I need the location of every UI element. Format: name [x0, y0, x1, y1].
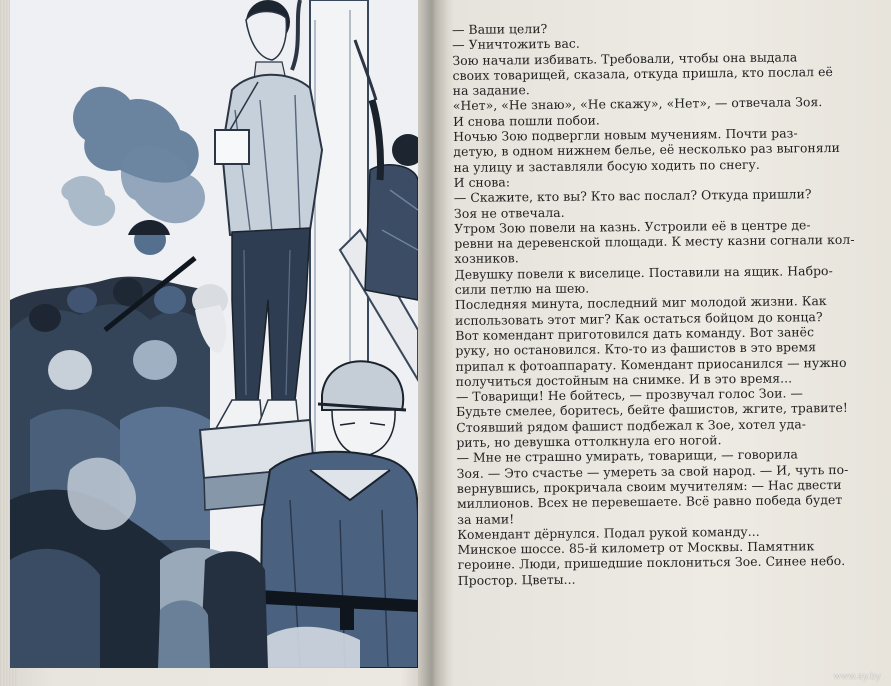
text-line: И снова:: [453, 174, 511, 190]
text-line: вернувшись, прокричала своим мучителям: — Нас двести: [456, 476, 842, 496]
text-line: героине. Люди, пришедшие поклониться Зое. Синее небо.: [457, 553, 846, 573]
text-line: сили петлю на шею.: [454, 280, 590, 298]
text-line: Ночью Зою подвергли новым мучениям. Почти раз-: [453, 125, 798, 145]
text-line: — Ваши цели?: [452, 21, 548, 37]
text-line: — Мне не страшно умирать, товарищи, — говорила: [456, 446, 798, 466]
text-line: — Уничтожить вас.: [452, 35, 580, 53]
text-line: припал к фотоаппарату. Комендант приосанился — нужно: [455, 354, 847, 374]
text-line: Зоя. — Это счастье — умереть за свой народ. — И, чуть по-: [456, 461, 849, 481]
text-line: Девушку повели к виселице. Поставили на ящик. Набро-: [454, 262, 833, 282]
text-line: рить, но девушка оттолкнула его ногой.: [456, 432, 722, 450]
text-line: хозников.: [454, 250, 519, 267]
text-line: Зоя не отвечала.: [453, 204, 565, 221]
text-line: руку, но остановился. Кто-то из фашистов в это время: [455, 339, 817, 359]
text-line: Будьте смелее, боритесь, бейте фашистов, жгите, травите!: [456, 400, 848, 420]
illustration-drawing: [10, 0, 418, 668]
text-line: за нами!: [457, 510, 515, 527]
text-line: «Нет», «Не знаю», «Не скажу», «Нет», — отвечала Зоя.: [452, 94, 823, 114]
text-line: на улицу и заставляли босую ходить по снегу.: [453, 156, 760, 175]
text-line: Стоявший рядом фашист подбежал к Зое, хотел уда-: [456, 416, 807, 435]
text-line: использовать этот миг? Как остаться бойцом до конца?: [455, 308, 823, 328]
text-line: Комендант дёрнулся. Подал рукой команду...: [457, 523, 760, 542]
text-line: своих товарищей, сказала, откуда пришла, кто послал её: [452, 63, 833, 83]
text-line: — Скажите, кто вы? Кто вас послал? Откуда пришли?: [453, 186, 812, 206]
book-illustration: [10, 0, 418, 668]
right-page-text: [452, 17, 889, 671]
text-line: миллионов. Всех не перевешаете. Всё равно победа будет: [456, 492, 843, 512]
text-line: Утром Зою повели на казнь. Устроили её в центре де-: [454, 217, 811, 236]
text-line: Минское шоссе. 85-й километр от Москвы. Памятник: [457, 538, 815, 558]
text-line: — Товарищи! Не бойтесь, — прозвучал голос Зои. —: [455, 385, 803, 405]
text-line: Последняя минута, последний миг молодой жизни. Как: [454, 293, 827, 313]
text-line: Вот комендант приготовился дать команду. Вот занёс: [455, 324, 815, 343]
text-line: детую, в одном нижнем белье, её несколько раз выгоняли: [453, 140, 841, 160]
left-page: [0, 0, 428, 686]
text-line: И снова пошли побои.: [452, 112, 600, 129]
text-line: на задание.: [452, 82, 530, 99]
text-line: Зою начали избивать. Требовали, чтобы она выдала: [452, 48, 798, 68]
text-line: Простор. Цветы...: [457, 571, 576, 588]
placard: [215, 130, 249, 164]
text-line: получиться достойным на снимке. И в это время...: [455, 370, 793, 389]
watermark: www.ay.by: [833, 672, 881, 682]
book-gutter: [418, 0, 448, 686]
text-line: ревни на деревенской площади. К месту казни согнали кол-: [454, 231, 855, 252]
